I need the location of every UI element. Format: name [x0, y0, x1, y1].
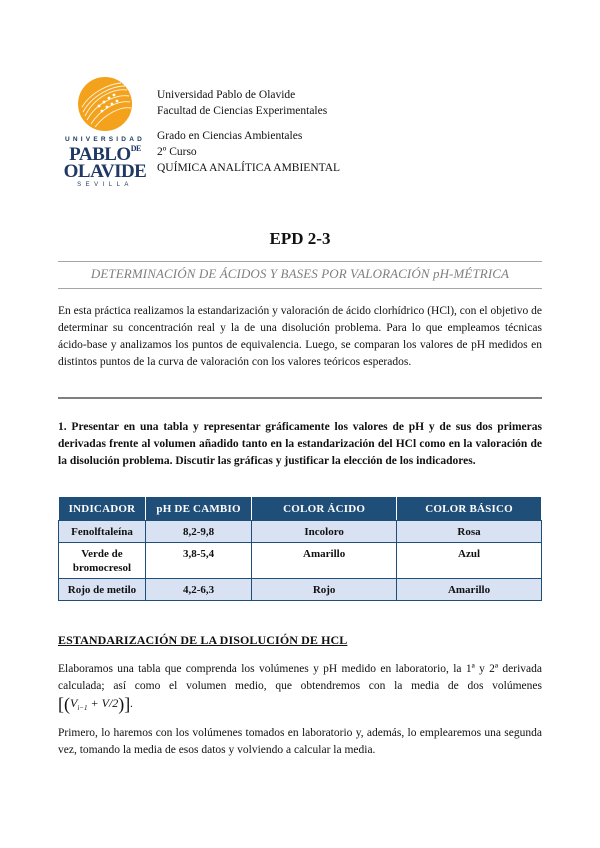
standardization-paragraph: [58, 661, 542, 717]
cell-ph: 8,2-9,8: [145, 521, 251, 543]
cell-acid-color: Incoloro: [252, 521, 397, 543]
logo-bottom-text: SEVILLA: [77, 182, 133, 188]
cell-indicator: Rojo de metilo: [59, 579, 146, 601]
cell-acid-color: Rojo: [252, 579, 397, 601]
mean-volume-formula: $[(V_{i-1} + V/2)]$.: [58, 694, 134, 714]
institution-block: [157, 87, 327, 119]
logo-line1: $PABLO^{DE}$: [69, 144, 141, 165]
logo-line2: OLAVIDE: [63, 161, 147, 182]
sun-emblem-icon: [77, 76, 133, 132]
table-row: [59, 521, 542, 543]
university-name: Universidad Pablo de Olavide: [157, 89, 296, 101]
cell-ph: 4,2-6,3: [145, 579, 251, 601]
subject-name: QUÍMICA ANALÍTICA AMBIENTAL: [157, 162, 341, 174]
procedure-paragraph: Primero, lo haremos con los volúmenes tomados en laboratorio y, además, lo emplearemos una segunda vez, tomando la media de esos datos y volviendo a calcular la media.: [58, 727, 542, 756]
standardization-text: Elaboramos una tabla que comprenda los volúmenes y pH medido en laboratorio, la 1ª y 2ª derivada calculada; así como el volumen medio, que obtendremos con la media de dos volúmenes: [58, 663, 542, 692]
section-divider: [58, 397, 542, 399]
course-block: [157, 128, 340, 176]
cell-base-color: Amarillo: [397, 579, 542, 601]
logo-de: DE: [130, 144, 141, 153]
degree-name: Grado en Ciencias Ambientales: [157, 130, 303, 142]
indicator-table: [58, 496, 542, 601]
cell-indicator: Fenolftaleína: [59, 521, 146, 543]
col-header-acid-color: COLOR ÁCIDO: [252, 497, 397, 521]
cell-acid-color: Amarillo: [252, 543, 397, 579]
title-divider-bottom: [58, 288, 542, 289]
cell-base-color: Azul: [397, 543, 542, 579]
title-divider-top: [58, 261, 542, 262]
question-1: 1. Presentar en una tabla y representar gráficamente los valores de pH y de sus dos primeras derivadas frente al volumen añadido tanto en la estandarización del HCl como en la valoración de la disolución problema. Discutir las gráficas y justificar la elección de los indicadores.: [58, 421, 542, 467]
col-header-ph: pH DE CAMBIO: [145, 497, 251, 521]
intro-paragraph: En esta práctica realizamos la estandarización y valoración de ácido clorhídrico (HCl), con el objetivo de determinar su concentración real y la de una disolución problema. Para lo que empleamos técnicas ácido-base y analizamos los puntos de equivalencia. Luego, se comparan los valores de pH medidos en distintos puntos de la curva de valoración con los valores teóricos esperados.: [58, 305, 542, 368]
col-header-indicator: INDICADOR: [59, 497, 146, 521]
table-header-row: [59, 497, 542, 521]
document-subtitle: DETERMINACIÓN DE ÁCIDOS Y BASES POR VALORACIÓN pH-MÉTRICA: [90, 266, 510, 281]
document-title: EPD 2-3: [269, 229, 331, 248]
cell-base-color: Rosa: [397, 521, 542, 543]
course-year: 2º Curso: [157, 146, 197, 158]
section-heading: ESTANDARIZACIÓN DE LA DISOLUCIÓN DE HCL: [58, 633, 348, 647]
faculty-name: Facultad de Ciencias Experimentales: [157, 105, 328, 117]
col-header-base-color: COLOR BÁSICO: [397, 497, 542, 521]
table-row: [59, 543, 542, 579]
cell-indicator: Verde de bromocresol: [59, 543, 146, 579]
table-row: [59, 579, 542, 601]
university-logo: [60, 70, 150, 188]
logo-top-text: UNIVERSIDAD: [65, 136, 145, 143]
cell-ph: 3,8-5,4: [145, 543, 251, 579]
